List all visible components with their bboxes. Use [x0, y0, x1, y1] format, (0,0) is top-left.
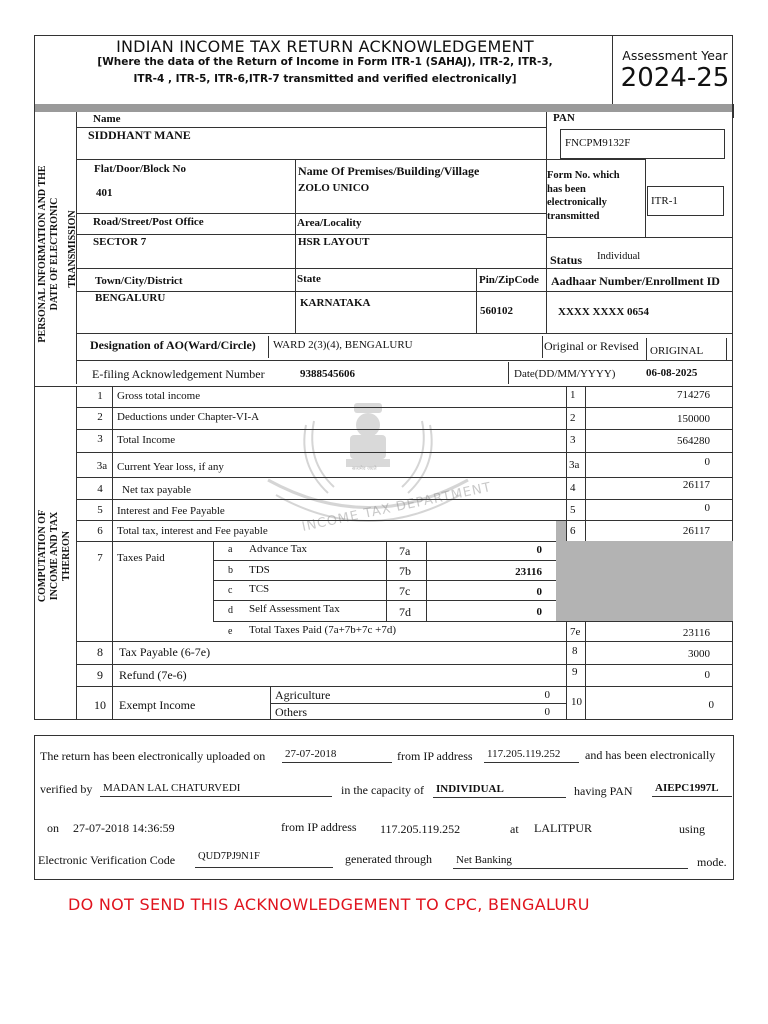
row-1-no: 1	[97, 390, 103, 402]
header-bar-tick	[733, 104, 734, 118]
row-9-label: Refund (7e-6)	[119, 668, 187, 682]
row-1-value: 714276	[677, 389, 710, 401]
row-7e-sub: e	[228, 626, 233, 637]
row-9-no: 9	[97, 668, 103, 682]
row-6-no: 6	[97, 525, 103, 537]
ack-value: 9388545606	[300, 368, 355, 380]
row-6-ref: 6	[570, 525, 576, 537]
orig-label: Original or Revised	[544, 339, 639, 353]
date-value: 06-08-2025	[646, 367, 698, 379]
row-5-no: 5	[97, 504, 103, 516]
row-8-label: Tax Payable (6-7e)	[119, 645, 211, 659]
row-8-no: 8	[97, 645, 103, 659]
name-label: Name	[93, 113, 121, 125]
area-value: HSR LAYOUT	[298, 236, 370, 248]
row-2-value: 150000	[677, 413, 710, 425]
row-8-ref: 8	[572, 645, 578, 657]
road-value: SECTOR 7	[93, 236, 147, 248]
others-label: Others	[275, 705, 307, 719]
row-3-value: 564280	[677, 435, 710, 447]
row-9-value: 0	[704, 669, 710, 681]
row-7e-label: Total Taxes Paid (7a+7b+7c +7d)	[249, 624, 397, 636]
row-2-label: Deductions under Chapter-VI-A	[117, 411, 260, 423]
row-8-value: 3000	[688, 648, 710, 660]
row-9-ref: 9	[572, 666, 578, 678]
row-7c-value: 0	[536, 586, 542, 598]
row-3-ref: 3	[570, 434, 576, 446]
premises-value: ZOLO UNICO	[298, 182, 370, 194]
row-4-no: 4	[97, 483, 103, 495]
row-7d-label: Self Assessment Tax	[249, 603, 340, 615]
agriculture-label: Agriculture	[275, 688, 331, 702]
orig-value: ORIGINAL	[650, 345, 704, 357]
row-7c-sub: c	[228, 585, 233, 596]
row-5-value: 0	[704, 502, 710, 514]
flat-value: 401	[96, 187, 113, 199]
others-value: 0	[544, 706, 550, 718]
row-7-no: 7	[97, 552, 103, 564]
row-10-no: 10	[94, 698, 106, 712]
header-divider	[612, 36, 613, 105]
row-7e-value: 23116	[682, 627, 710, 639]
row-2-ref: 2	[570, 412, 576, 424]
row-3a-value: 0	[704, 456, 710, 468]
row-7-label: Taxes Paid	[117, 552, 165, 564]
header-bar	[35, 104, 732, 112]
date-label: Date(DD/MM/YYYY)	[514, 368, 616, 380]
state-value: KARNATAKA	[300, 297, 371, 309]
upload-ip: 117.205.119.252	[484, 748, 579, 763]
form-title: INDIAN INCOME TAX RETURN ACKNOWLEDGEMENT	[116, 37, 534, 56]
watermark-motto: सत्यमेव जयते	[352, 466, 377, 472]
flat-label: Flat/Door/Block No	[94, 163, 186, 175]
row-7d-value: 0	[536, 606, 542, 618]
verification-ip: 117.205.119.252	[380, 822, 461, 836]
aadhaar-label: Aadhaar Number/Enrollment ID	[551, 274, 720, 288]
area-label: Area/Locality	[297, 217, 362, 229]
computation-section-label: COMPUTATION OF INCOME AND TAX THEREON	[37, 509, 72, 603]
row-3a-ref: 3a	[569, 459, 580, 471]
row-7c-ref: 7c	[399, 584, 411, 598]
row-10-label: Exempt Income	[119, 698, 196, 712]
row-4-value: 26117	[682, 479, 710, 491]
row-6-value: 26117	[682, 525, 710, 537]
ack-label: E-filing Acknowledgement Number	[92, 367, 265, 381]
form-no-value: ITR-1	[651, 195, 678, 207]
status-value: Individual	[597, 251, 641, 262]
town-value: BENGALURU	[95, 292, 166, 304]
assessment-year-label: Assessment Year	[622, 48, 728, 63]
row-7a-ref: 7a	[399, 544, 411, 558]
verification-datetime: 27-07-2018 14:36:59	[73, 821, 175, 835]
state-label: State	[297, 273, 321, 285]
status-label: Status	[550, 253, 583, 267]
row-7a-value: 0	[536, 544, 542, 556]
upload-date: 27-07-2018	[282, 748, 392, 763]
agriculture-value: 0	[544, 689, 550, 701]
ao-label: Designation of AO(Ward/Circle)	[90, 338, 256, 352]
watermark-text: INCOME TAX DEPARTMENT	[300, 480, 493, 535]
shaded-block	[566, 541, 733, 621]
personal-section-label-3: TRANSMISSION	[67, 210, 78, 288]
row-7a-sub: a	[228, 544, 233, 555]
row-3-label: Total Income	[117, 434, 176, 446]
verifier-name: MADAN LAL CHATURVEDI	[100, 782, 332, 797]
row-10-ref: 10	[571, 696, 582, 708]
pan-value: FNCPM9132F	[565, 137, 631, 149]
row-4-label: Net tax payable	[122, 484, 192, 496]
town-label: Town/City/District	[95, 275, 183, 287]
verification-method: Net Banking	[453, 854, 688, 869]
aadhaar-value: XXXX XXXX 0654	[558, 306, 650, 318]
premises-label: Name Of Premises/Building/Village	[298, 164, 480, 178]
form-no-label: Form No. which has been electronically transmitted	[547, 170, 620, 222]
row-3-no: 3	[97, 433, 103, 445]
personal-section-label: PERSONAL INFORMATION AND THE DATE OF ELECTRONIC	[37, 165, 60, 343]
assessment-year: 2024-25	[620, 63, 730, 93]
row-3a-no: 3a	[96, 460, 108, 472]
row-6-label: Total tax, interest and Fee payable	[117, 525, 268, 537]
row-5-label: Interest and Fee Payable	[117, 505, 225, 517]
pan-label: PAN	[553, 112, 575, 124]
row-10-value: 0	[708, 699, 714, 711]
verifier-capacity: INDIVIDUAL	[433, 783, 566, 798]
row-7d-sub: d	[228, 605, 233, 616]
evc-code: QUD7PJ9N1F	[195, 851, 333, 868]
row-7a-label: Advance Tax	[249, 543, 307, 555]
row-4-ref: 4	[570, 482, 576, 494]
road-label: Road/Street/Post Office	[93, 216, 204, 228]
ao-value: WARD 2(3)(4), BENGALURU	[273, 339, 413, 351]
row-7b-sub: b	[228, 565, 233, 576]
shaded-cell	[556, 521, 566, 621]
pin-label: Pin/ZipCode	[479, 274, 539, 286]
form-subtitle-1: [Where the data of the Return of Income in Form ITR-1 (SAHAJ), ITR-2, ITR-3,	[97, 56, 553, 68]
row-7b-ref: 7b	[399, 564, 411, 578]
row-7b-value: 23116	[515, 566, 542, 578]
pin-value: 560102	[480, 305, 513, 317]
verifier-pan: AIEPC1997L	[652, 782, 732, 797]
row-1-label: Gross total income	[117, 390, 201, 402]
row-7d-ref: 7d	[399, 605, 411, 619]
row-5-ref: 5	[570, 504, 576, 516]
row-7b-label: TDS	[249, 564, 270, 576]
cpc-notice: DO NOT SEND THIS ACKNOWLEDGEMENT TO CPC, BENGALURU	[68, 895, 590, 914]
row-3a-label: Current Year loss, if any	[117, 461, 224, 473]
row-7e-ref: 7e	[570, 626, 581, 638]
taxpayer-name: SIDDHANT MANE	[88, 128, 191, 142]
form-subtitle-2: ITR-4 , ITR-5, ITR-6,ITR-7 transmitted and verified electronically]	[133, 73, 517, 85]
row-2-no: 2	[97, 411, 103, 423]
row-1-ref: 1	[570, 389, 576, 401]
verification-place: LALITPUR	[534, 821, 592, 835]
row-7c-label: TCS	[249, 583, 270, 595]
